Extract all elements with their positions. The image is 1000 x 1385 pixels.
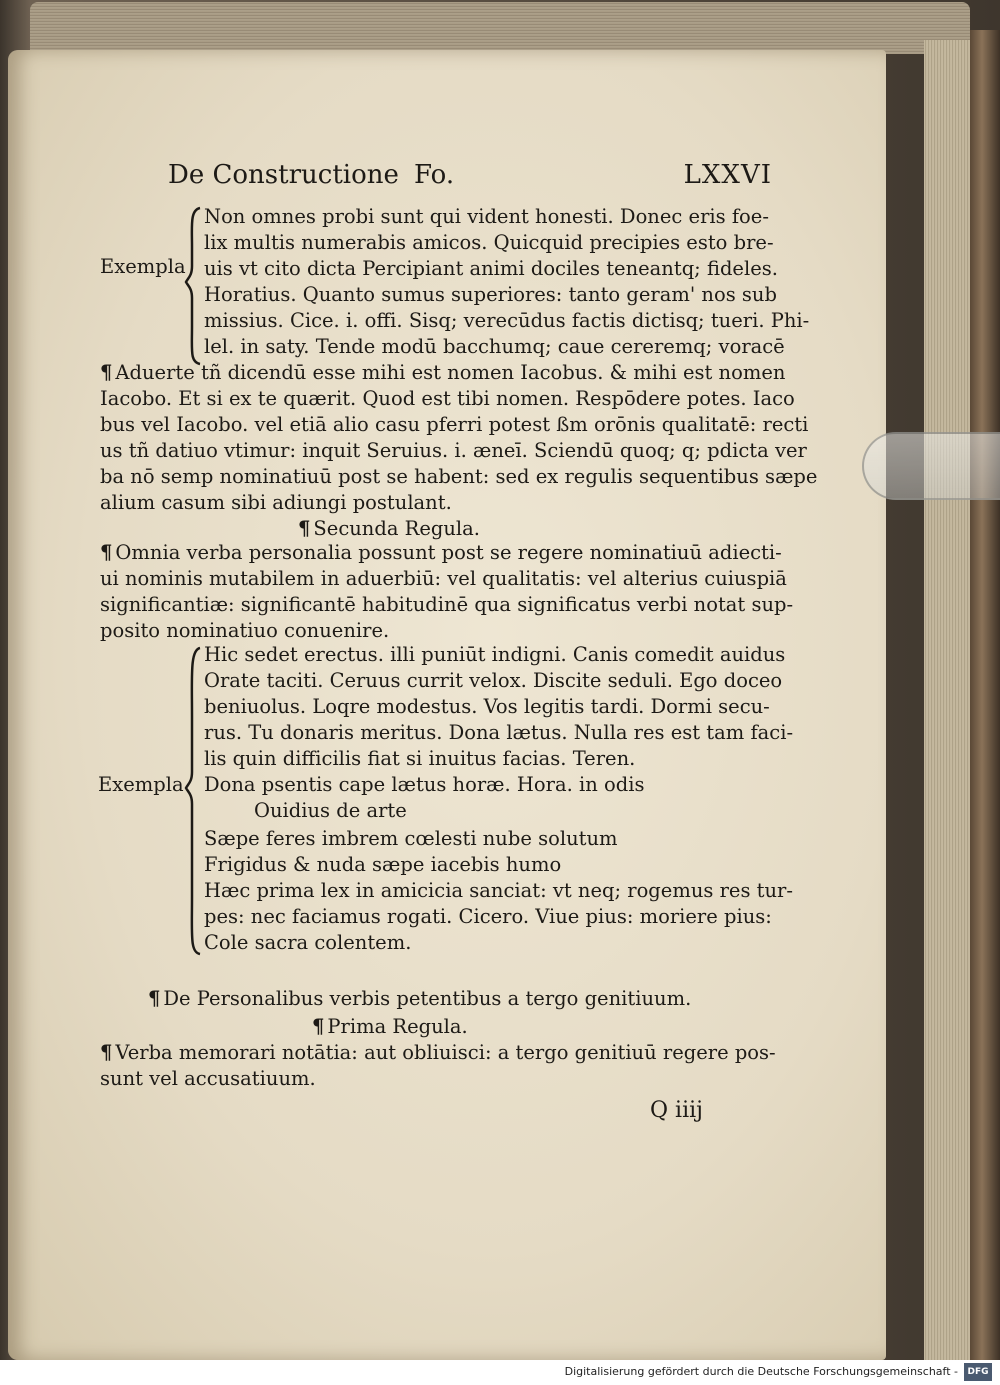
text-line: Non omnes probi sunt qui vident honesti. Donec eris foe- — [204, 205, 769, 228]
text-line: uis vt cito dicta Percipiant animi dociles teneantq; fideles. — [204, 257, 778, 280]
section-heading: ¶ Secunda Regula. — [298, 517, 480, 540]
section-heading: ¶ Prima Regula. — [312, 1015, 468, 1038]
text-line: lix multis numerabis amicos. Quicquid precipies esto bre- — [204, 231, 774, 254]
text-line: missius. Cice. i. offi. Sisq; verecūdus factis dictisq; tueri. Phi- — [204, 309, 810, 332]
text-line: posito nominatiuo conuenire. — [100, 619, 390, 642]
pilcrow-mark: ¶ — [312, 1015, 325, 1038]
exempla-label-1: Exempla — [100, 255, 186, 278]
text-line: Frigidus & nuda sæpe iacebis humo — [204, 853, 562, 876]
text-line: pes: nec faciamus rogati. Cicero. Viue pius: moriere pius: — [204, 905, 772, 928]
text-line: rus. Tu donaris meritus. Dona lætus. Nulla res est tam faci- — [204, 721, 794, 744]
header-title: De Constructione — [168, 160, 399, 190]
text-line: ui nominis mutabilem in aduerbiū: vel qualitatis: vel alterius cuiuspiā — [100, 567, 787, 590]
text-line: bus vel Iacobo. vel etiā alio casu pferri potest ßm orōnis qualitatē: recti — [100, 413, 809, 436]
text-line: lis quin difficilis fiat si inuitus facias. Teren. — [204, 747, 636, 770]
text-line: Horatius. Quanto sumus superiores: tanto geram' nos sub — [204, 283, 777, 306]
page-clip — [862, 432, 1000, 500]
text-line: ¶ Aduerte tñ dicendū esse mihi est nomen Iacobus. & mihi est nomen — [100, 361, 786, 384]
text-line: ¶ Omnia verba personalia possunt post se regere nominatiuū adiecti- — [100, 541, 782, 564]
text-line: Ouidius de arte — [254, 799, 407, 822]
running-header — [168, 160, 772, 196]
text-line: Iacobo. Et si ex te quærit. Quod est tibi nomen. Respōdere potes. Iaco — [100, 387, 795, 410]
pilcrow-mark: ¶ — [100, 541, 113, 564]
text-line: alium casum sibi adiungi postulant. — [100, 491, 452, 514]
header-folio-label: Fo. — [414, 160, 455, 190]
book-top-edge — [30, 2, 970, 54]
text-line: sunt vel accusatiuum. — [100, 1067, 316, 1090]
footer-bar — [0, 1360, 1000, 1385]
pilcrow-mark: ¶ — [100, 1041, 113, 1064]
text-line: ¶ Verba memorari notātia: aut obliuisci: a tergo genitiuū regere pos- — [100, 1041, 776, 1064]
text-line: Orate taciti. Ceruus currit velox. Discite seduli. Ego doceo — [204, 669, 783, 692]
text-line: beniuolus. Loqre modestus. Vos legitis tardi. Dormi secu- — [204, 695, 770, 718]
text-line: Cole sacra colentem. — [204, 931, 412, 954]
pilcrow-mark: ¶ — [298, 517, 311, 540]
footer-credit: Digitalisierung gefördert durch die Deutsche Forschungsgemeinschaft - — [564, 1365, 958, 1378]
section-heading: ¶ De Personalibus verbis petentibus a tergo genitiuum. — [148, 987, 692, 1010]
pilcrow-mark: ¶ — [148, 987, 161, 1010]
dfg-logo: DFG — [964, 1363, 992, 1381]
text-line: ba nō semp nominatiuū post se habent: sed ex regulis sequentibus sæpe — [100, 465, 818, 488]
bracket-1 — [184, 206, 204, 366]
pilcrow-mark: ¶ — [100, 361, 113, 384]
text-line: us tñ datiuo vtimur: inquit Seruius. i. æneī. Sciendū quoq; q; pdicta ver — [100, 439, 807, 462]
text-line: Sæpe feres imbrem cœlesti nube solutum — [204, 827, 618, 850]
header-folio-number: LXXVI — [683, 160, 772, 190]
bracket-2 — [184, 646, 204, 956]
text-line: significantiæ: significantē habitudinē qua significatus verbi notat sup- — [100, 593, 794, 616]
book-cover-edge — [970, 30, 1000, 1360]
text-line: Hic sedet erectus. illi puniūt indigni. Canis comedit auidus — [204, 643, 786, 666]
exempla-label-2: Exempla — [98, 773, 184, 796]
book-page-edges — [924, 40, 972, 1360]
text-line: lel. in saty. Tende modū bacchumq; caue cereremq; voracē — [204, 335, 785, 358]
text-line: Dona psentis cape lætus horæ. Hora. in odis — [204, 773, 645, 796]
signature-mark: Q iiij — [650, 1098, 703, 1123]
text-line: Hæc prima lex in amicicia sanciat: vt neq; rogemus res tur- — [204, 879, 793, 902]
